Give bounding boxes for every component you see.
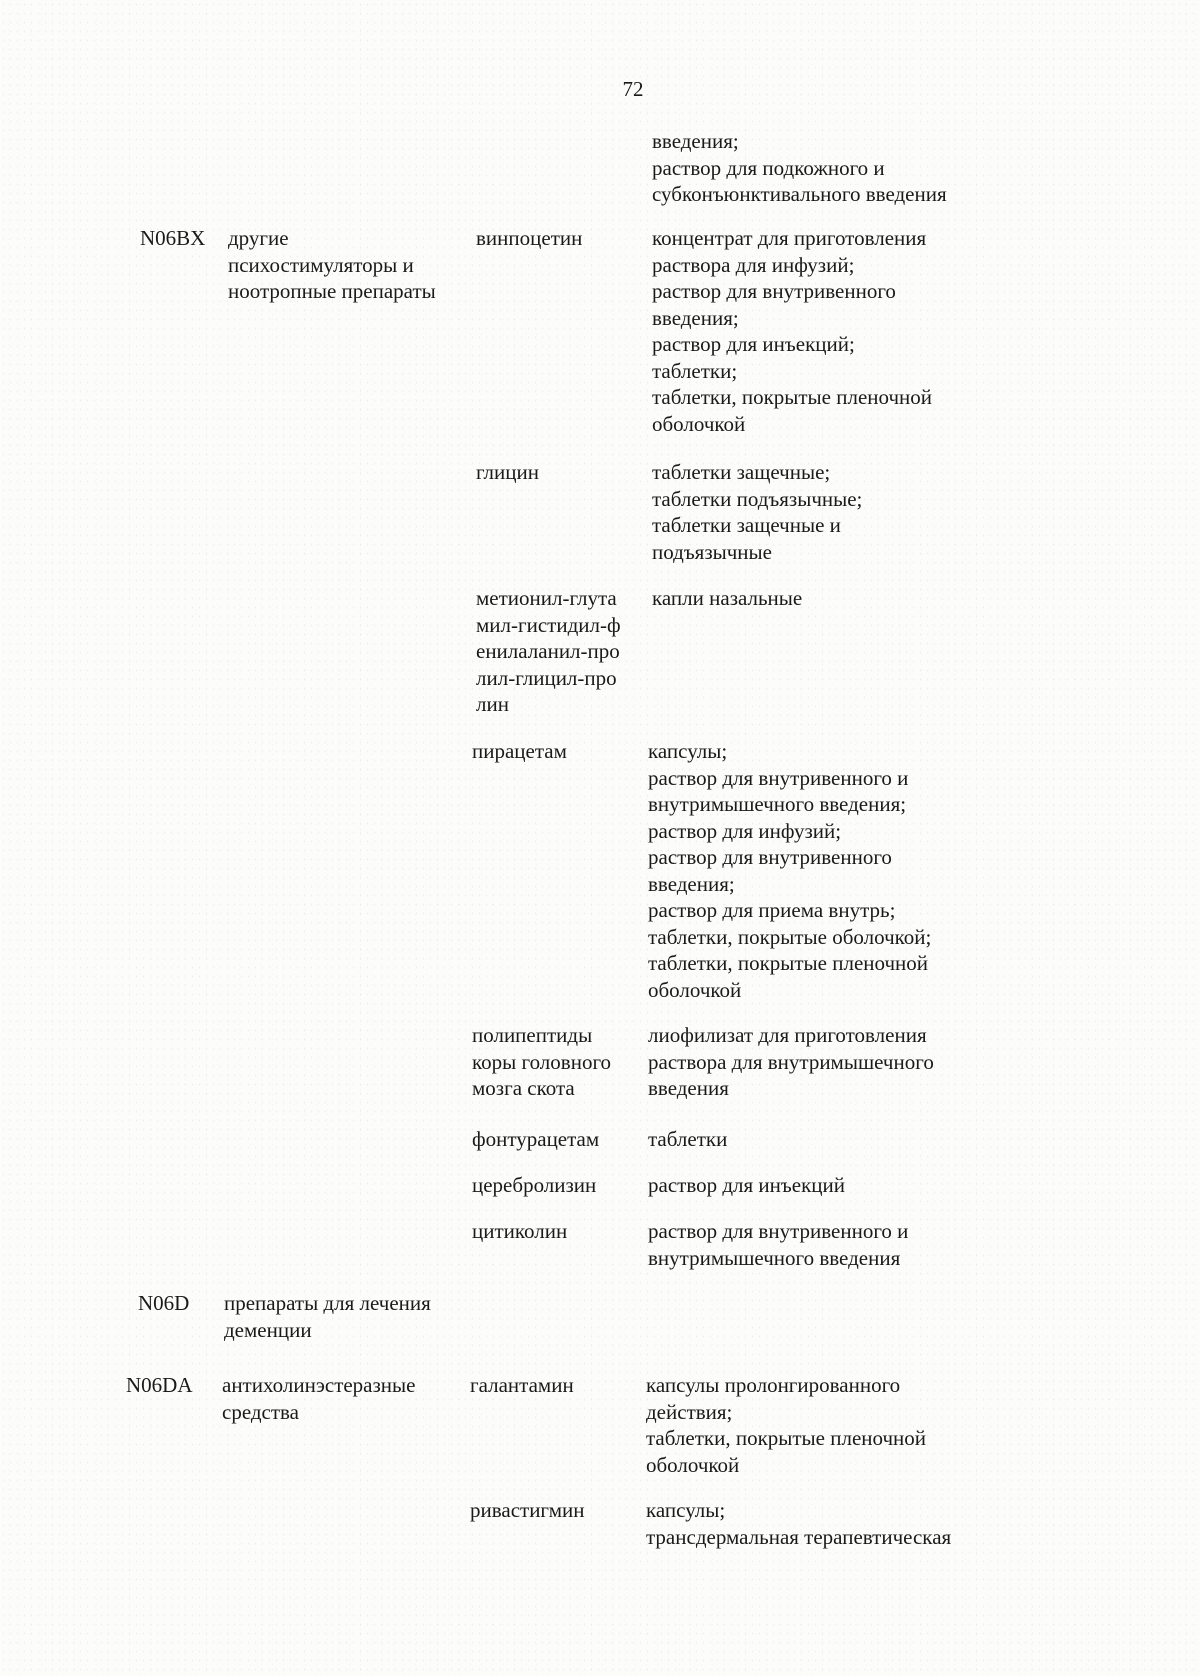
form-line: оболочкой xyxy=(646,1452,740,1477)
form-line: трансдермальная терапевтическая xyxy=(646,1524,952,1549)
form-line: таблетки подъязычные; xyxy=(652,486,863,511)
group-line: препараты для лечения xyxy=(224,1291,431,1315)
atc-code-n06da: N06DA xyxy=(126,1373,193,1397)
drug-name-line: галантамин xyxy=(470,1373,574,1397)
atc-code-n06bx: N06BX xyxy=(140,226,206,250)
continuation-forms xyxy=(652,128,1012,208)
drug-name xyxy=(476,459,644,486)
form-line: капсулы; xyxy=(648,739,728,763)
drug-name xyxy=(470,1497,638,1524)
form-line: субконъюнктивального введения xyxy=(652,182,947,206)
form-line: лиофилизат для приготовления xyxy=(648,1023,927,1047)
drug-name xyxy=(472,1022,640,1102)
group-line: средства xyxy=(222,1399,300,1424)
form-line: таблетки, покрытые пленочной xyxy=(652,385,933,409)
drug-name-line: цитиколин xyxy=(472,1219,568,1243)
drug-name-line: полипептиды xyxy=(472,1023,593,1047)
form-line: введения; xyxy=(652,305,739,330)
form-line: таблетки, покрытые пленочной xyxy=(648,951,929,975)
form-line: таблетки, покрытые пленочной xyxy=(646,1426,927,1450)
drug-name-line: мил-гистидил-ф xyxy=(476,612,621,637)
atc-group-n06da xyxy=(222,1372,462,1425)
drug-name xyxy=(472,1172,640,1199)
atc-group-n06d xyxy=(224,1290,464,1343)
group-line: ноотропные препараты xyxy=(228,279,436,303)
drug-name-line: коры головного xyxy=(472,1049,612,1074)
drug-name xyxy=(472,1218,640,1245)
drug-name xyxy=(476,585,644,718)
drug-name-line: ривастигмин xyxy=(470,1498,585,1522)
form-line: раствор для внутривенного и xyxy=(648,765,909,790)
form-line: внутримышечного введения; xyxy=(648,792,907,816)
form-line: действия; xyxy=(646,1399,733,1424)
group-line: антихолинэстеразные xyxy=(222,1373,416,1397)
form-line: раствор для приема внутрь; xyxy=(648,898,896,922)
drug-name xyxy=(470,1372,638,1399)
drug-name xyxy=(476,225,644,252)
form-line: раствор для инъекций; xyxy=(652,332,855,356)
form-line: таблетки защечные и xyxy=(652,513,841,537)
drug-name xyxy=(472,738,640,765)
drug-name-line: фонтурацетам xyxy=(472,1127,600,1151)
form-line: раствора для инфузий; xyxy=(652,252,855,277)
drug-name-line: енилаланил-про xyxy=(476,639,620,663)
dosage-forms xyxy=(652,459,1012,565)
form-line: раствор для внутривенного xyxy=(648,845,892,869)
atc-code-n06d: N06D xyxy=(138,1291,190,1315)
group-line: психостимуляторы и xyxy=(228,252,414,277)
form-line: введения xyxy=(648,1076,729,1100)
dosage-forms xyxy=(648,1126,1008,1153)
dosage-forms xyxy=(648,1172,1008,1199)
drug-name-line: винпоцетин xyxy=(476,226,583,250)
group-line: другие xyxy=(228,226,289,250)
form-line: раствора для внутримышечного xyxy=(648,1049,934,1074)
form-line: таблетки; xyxy=(652,358,738,383)
group-line: деменции xyxy=(224,1317,312,1342)
dosage-forms xyxy=(648,1218,1008,1271)
drug-name-line: церебролизин xyxy=(472,1173,597,1197)
form-line: концентрат для приготовления xyxy=(652,226,927,250)
form-line: внутримышечного введения xyxy=(648,1245,901,1270)
drug-name-line: лил-глицил-про xyxy=(476,665,617,690)
form-line: введения; xyxy=(648,871,735,896)
form-line: оболочкой xyxy=(652,411,746,436)
drug-name xyxy=(472,1126,640,1153)
form-line: капсулы; xyxy=(646,1498,726,1522)
form-line: капли назальные xyxy=(652,586,803,610)
form-line: раствор для инфузий; xyxy=(648,818,842,843)
dosage-forms xyxy=(652,585,1012,612)
form-line: таблетки xyxy=(648,1127,728,1151)
drug-name-line: метионил-глута xyxy=(476,586,617,610)
drug-name-line: мозга скота xyxy=(472,1076,575,1100)
dosage-forms xyxy=(646,1372,1006,1478)
drug-name-line: глицин xyxy=(476,460,539,484)
form-line: раствор для инъекций xyxy=(648,1173,845,1197)
form-line: капсулы пролонгированного xyxy=(646,1373,901,1397)
form-line: подъязычные xyxy=(652,539,772,564)
form-line: введения; xyxy=(652,129,739,153)
page-number: 72 xyxy=(622,77,644,101)
atc-group-n06bx xyxy=(228,225,468,305)
dosage-forms xyxy=(652,225,1012,437)
form-line: таблетки, покрытые оболочкой; xyxy=(648,924,932,949)
form-line: раствор для внутривенного и xyxy=(648,1219,909,1243)
form-line: таблетки защечные; xyxy=(652,460,831,484)
form-line: оболочкой xyxy=(648,977,742,1002)
form-line: раствор для внутривенного xyxy=(652,279,896,303)
dosage-forms xyxy=(648,1022,1008,1102)
dosage-forms xyxy=(648,738,1008,1003)
drug-name-line: лин xyxy=(476,692,509,716)
form-line: раствор для подкожного и xyxy=(652,155,885,180)
dosage-forms xyxy=(646,1497,1006,1550)
drug-name-line: пирацетам xyxy=(472,739,567,763)
